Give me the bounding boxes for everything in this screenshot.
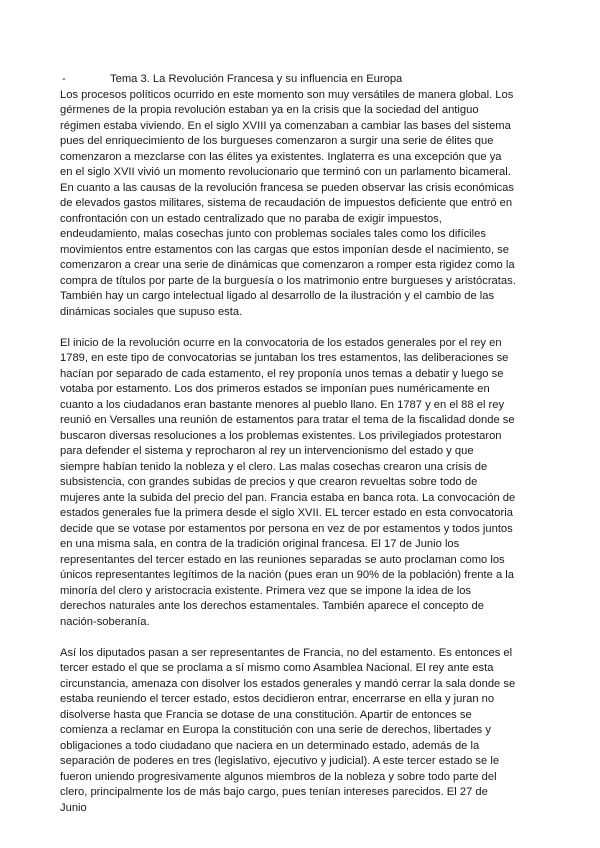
paragraph-national-assembly: Así los diputados pasan a ser representantes de Francia, no del estamento. Es entonces el tercer estado el que se proclama a sí mismo como Asamblea Nacional. El rey ante esta circunstancia, amenaza con disolver los estados generales y mandó cerrar la sala donde se estaba reuniendo el tercer estado, estos decidieron entrar, encerrarse en ella y juran no disolverse hasta que Francia se dotase de una constitución. Apartir de entonces se comienza a reclamar en Europa la constitución con una serie de derechos, libertades y obligaciones a todo ciudadano que naciera en un determinado estado, además de la separación de poderes en tres (legislativo, ejecutivo y judicial). A este tercer estado se le fueron uniendo progresivamente algunos miembros de la nobleza y sobre todo parte del clero, principalmente los de más bajo cargo, pues tenían intereses parecidos. El 27 de Junio — [60, 646, 516, 814]
section-heading — [60, 72, 516, 88]
paragraph-causes: Los procesos políticos ocurrido en este momento son muy versátiles de manera global. Los gérmenes de la propia revolución estaban ya en la crisis que la sociedad del antiguo régimen estaba viviendo. En el siglo XVIII ya comenzaban a cambiar las bases del sistema pues del enriquecimiento de los burgueses comenzaron a surgir una serie de élites que comenzaron a mezclarse con las élites ya existentes. Inglaterra es una excepción que ya en el siglo XVII vivió un momento revolucionario que terminó con un parlamento bicameral. En cuanto a las causas de la revolución francesa se pueden observar las crisis económicas de elevados gastos militares, sistema de recaudación de impuestos deficiente que entró en confrontación con un estado centralizado que no paraba de exigir impuestos, endeudamiento, malas cosechas junto con problemas sociales tales como los difíciles movimientos entre estamentos con las cargas que estos imponían desde el nacimiento, se comenzaron a crear una serie de dinámicas que comenzaron a romper esta rigidez como la compra de títulos por parte de la burguesía o los matrimonio entre burgueses y aristócratas. También hay un cargo intelectual ligado al desarrollo de la ilustración y el cambio de las dinámicas sociales que supuso esta. — [60, 88, 516, 318]
paragraph-estates-general: El inicio de la revolución ocurre en la convocatoria de los estados generales por el rey en 1789, en este tipo de convocatorias se juntaban los tres estamentos, las deliberaciones se hacían por separado de cada estamento, el rey proponía unos temas a debatir y luego se votaba por estamento. Los dos primeros estados se imponían pues numéricamente en cuanto a los ciudadanos eran bastante menores al pueblo llano. En 1787 y en el 88 el rey reunió en Versalles una reunión de estamentos para tratar el tema de la fiscalidad donde se buscaron diversas resoluciones a los problemas existentes. Los privilegiados protestaron para defender el sistema y reprocharon al rey un intervencionismo del estado y que siempre habían tenido la nobleza y el clero. Las malas cosechas crearon una crisis de subsistencia, con grandes subidas de precios y que crearon revueltas sobre todo de mujeres ante la subida del precio del pan. Francia estaba en banca rota. La convocación de estados generales fue la primera desde el siglo XVII. EL tercer estado en esta convocatoria decide que se votase por estamentos por persona en vez de por estamentos y todos juntos en una misma sala, en contra de la tradición original francesa. El 17 de Junio los representantes del tercer estado en las reuniones separadas se auto proclaman como los únicos representantes legítimos de la nación (pues eran un 90% de la población) frente a la minoría del clero y aristocracia existente. Primera vez que se impone la idea de los derechos naturales ante los derechos estamentales. También aparece el concepto de nación-soberanía. — [60, 336, 516, 628]
heading-title: Tema 3. La Revolución Francesa y su influencia en Europa — [110, 73, 403, 85]
heading-bullet: - — [62, 73, 66, 85]
